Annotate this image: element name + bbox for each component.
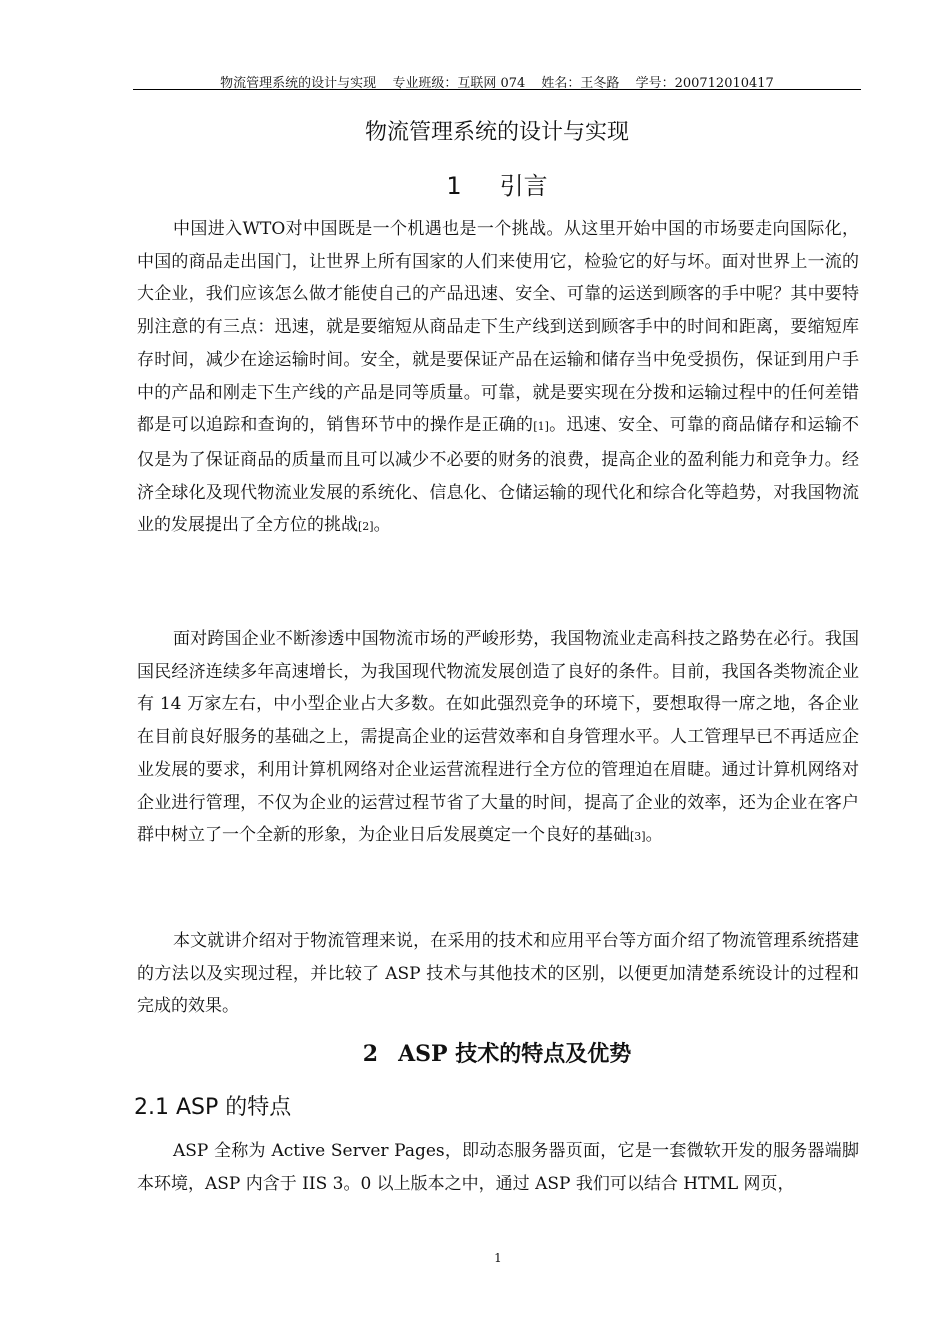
paragraph-1-text-b: 。迅速、安全、可靠的商品储存和运输不仅是为了保证商品的质量而且可以减少不必要的财务的浪费，提高企业的盈利能力和竞争力。经济全球化及现代物流业发展的系统化、信息化、仓储运输的现代化和综合化等趋势，对我国物流业的发展提出了全方位的挑战	[137, 415, 860, 536]
header-name-info: 姓名：王冬路	[541, 76, 620, 91]
section-2-title: ASP 技术的特点及优势	[398, 1041, 632, 1067]
paragraph-1-text-c: 。	[373, 515, 391, 536]
section-1-heading	[133, 166, 861, 201]
paragraph-1	[137, 213, 859, 544]
citation-ref-1: [1]	[533, 420, 549, 434]
paragraph-2-text-b: 。	[645, 825, 663, 846]
header-id-info: 学号：200712010417	[635, 76, 774, 91]
citation-ref-3: [3]	[630, 830, 646, 844]
paragraph-3: 本文就讲介绍对于物流管理来说，在采用的技术和应用平台等方面介绍了物流管理系统搭建的方法以及实现过程，并比较了 ASP 技术与其他技术的区别，以便更加清楚系统设计的过程和完成的效果。	[137, 931, 859, 1017]
section-1-title: 引言	[499, 172, 548, 200]
header-class-info: 专业班级：互联网 074	[392, 76, 526, 91]
subsection-2-1-heading: 2.1 ASP 的特点	[134, 1095, 292, 1120]
citation-ref-2: [2]	[358, 520, 374, 534]
section-2-heading	[133, 1037, 861, 1068]
paragraph-4: ASP 全称为 Active Server Pages，即动态服务器页面，它是一套微软开发的服务器端脚本环境，ASP 内含于 IIS 3。0 以上版本之中，通过 ASP 我们可以结合 HTML 网页，	[137, 1141, 859, 1194]
section-1-number: 1	[446, 172, 462, 200]
header-doc-title: 物流管理系统的设计与实现	[220, 76, 377, 91]
paragraph-2	[137, 623, 859, 854]
paragraph-1-text-a: 中国进入WTO对中国既是一个机遇也是一个挑战。从这里开始中国的市场要走向国际化，中国的商品走出国门，让世界上所有国家的人们来使用它，检验它的好与坏。面对世界上一流的大企业，我们应该怎么做才能使自己的产品迅速、安全、可靠的运送到顾客的手中呢？其中要特别注意的有三点：迅速，就是要缩短从商品走下生产线到送到顾客手中的时间和距离，要缩短库存时间，减少在途运输时间。安全，就是要保证产品在运输和储存当中免受损伤，保证到用户手中的产品和刚走下生产线的产品是同等质量。可靠，就是要实现在分拨和运输过程中的任何差错都是可以追踪和查询的，销售环节中的操作是正确的	[137, 219, 859, 436]
page-title: 物流管理系统的设计与实现	[364, 120, 629, 145]
section-2-number: 2	[362, 1041, 379, 1067]
paragraph-2-text-a: 面对跨国企业不断渗透中国物流市场的严峻形势，我国物流业走高科技之路势在必行。我国国民经济连续多年高速增长，为我国现代物流发展创造了良好的条件。目前，我国各类物流企业有 14 万家左右，中小型企业占大多数。在如此强烈竞争的环境下，要想取得一席之地，各企业在目前良好服务的基础之上，需提高企业的运营效率和自身管理水平。人工管理早已不再适应企业发展的要求，利用计算机网络对企业运营流程进行全方位的管理迫在眉睫。通过计算机网络对企业进行管理，不仅为企业的运营过程节省了大量的时间，提高了企业的效率，还为企业在客户群中树立了一个全新的形象，为企业日后发展奠定一个良好的基础	[137, 629, 859, 846]
header-divider	[133, 89, 861, 90]
page-number: 1	[494, 1251, 502, 1265]
